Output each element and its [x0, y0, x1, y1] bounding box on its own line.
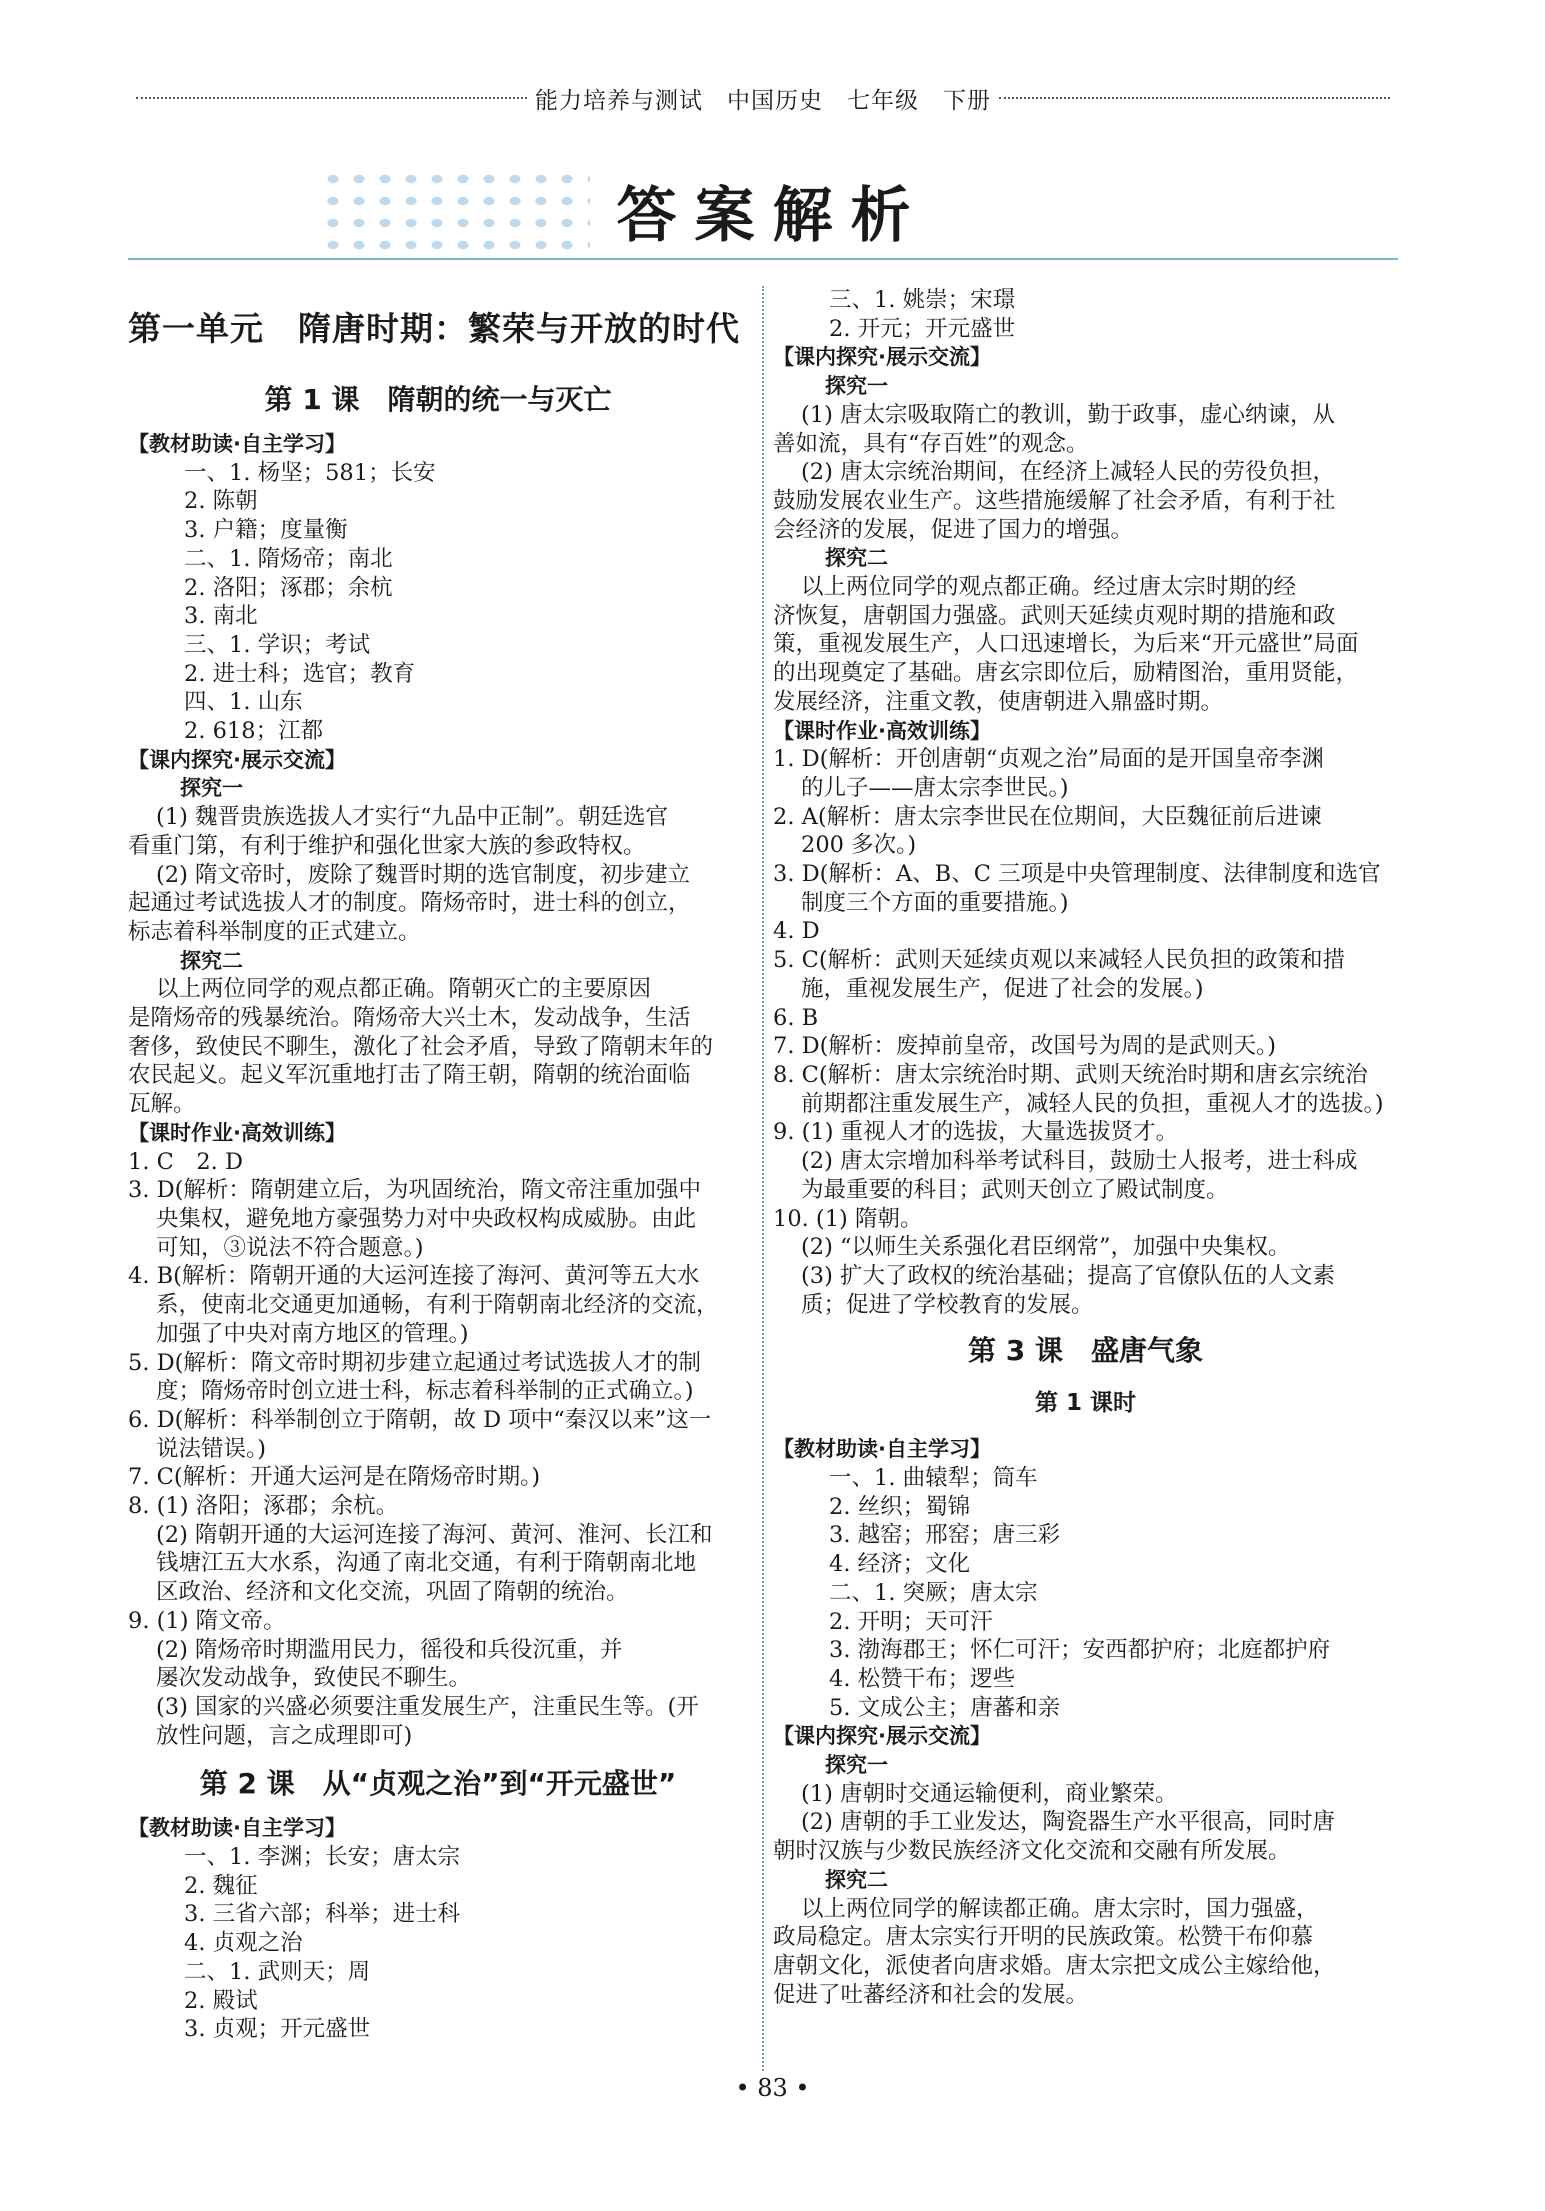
text-line: 3. 三省六部；科举；进士科 [184, 1901, 461, 1928]
text-line: (1) 唐太宗吸取隋亡的教训，勤于政事，虚心纳谏，从 [801, 401, 1336, 428]
text-line: 质；促进了学校教育的发展。 [801, 1291, 1094, 1318]
text-line: 1. D(解析：开创唐朝“贞观之治”局面的是开国皇帝李渊 [773, 746, 1324, 773]
text-line: 会经济的发展，促进了国力的增强。 [773, 516, 1134, 543]
text-line: 钱塘江五大水系，沟通了南北交通，有利于隋朝南北地 [156, 1550, 697, 1577]
text-line: 2. 殿试 [184, 1987, 258, 2014]
text-line: (2) 隋文帝时，废除了魏晋时期的选官制度，初步建立 [156, 861, 691, 888]
subsection-heading: 探究二 [825, 546, 888, 571]
text-line: 看重门第，有利于维护和强化世家大族的参政特权。 [128, 832, 646, 859]
text-line: 为最重要的科目；武则天创立了殿试制度。 [801, 1176, 1229, 1203]
text-line: 以上两位同学的解读都正确。唐太宗时，国力强盛， [801, 1895, 1319, 1922]
text-line: 瓦解。 [128, 1091, 196, 1118]
text-line: (2) “以师生关系强化君臣纲常”，加强中央集权。 [801, 1234, 1291, 1261]
text-line: 屡次发动战争，致使民不聊生。 [156, 1665, 472, 1692]
text-line: 农民起义。起义军沉重地打击了隋王朝，隋朝的统治面临 [128, 1062, 691, 1089]
text-line: 二、1. 武则天；周 [184, 1958, 371, 1985]
text-line: 二、1. 突厥；唐太宗 [829, 1579, 1038, 1606]
text-line: (1) 唐朝时交通运输便利，商业繁荣。 [801, 1780, 1178, 1807]
text-line: 施，重视发展生产，促进了社会的发展。) [801, 975, 1204, 1002]
text-line: 三、1. 姚崇；宋璟 [829, 287, 1016, 313]
text-line: 系，使南北交通更加通畅，有利于隋朝南北经济的交流， [156, 1292, 719, 1319]
section-heading: 【教材助读·自主学习】 [128, 1816, 346, 1841]
text-line: 度；隋炀帝时创立进士科，标志着科举制的正式确立。) [156, 1378, 694, 1405]
text-line: (2) 隋朝开通的大运河连接了海河、黄河、淮河、长江和 [156, 1521, 713, 1548]
text-line: 4. B(解析：隋朝开通的大运河连接了海河、黄河等五大水 [128, 1263, 700, 1290]
text-line: 1. C 2. D [128, 1148, 243, 1175]
text-line: 发展经济，注重文教，使唐朝进入鼎盛时期。 [773, 688, 1224, 715]
text-line: 9. (1) 隋文帝。 [128, 1607, 286, 1634]
text-line: 3. 贞观；开元盛世 [184, 2016, 371, 2043]
text-line: (2) 唐朝的手工业发达，陶瓷器生产水平很高，同时唐 [801, 1809, 1336, 1836]
text-line: 2. 618；江都 [184, 718, 324, 745]
text-line: 7. D(解析：废掉前皇帝，改国号为周的是武则天。) [773, 1033, 1276, 1060]
text-line: 区政治、经济和文化交流，巩固了隋朝的统治。 [156, 1579, 629, 1606]
text-line: 10. (1) 隋朝。 [773, 1205, 923, 1232]
lesson-3-period: 第 1 课时 [1034, 1390, 1137, 1417]
text-line: 8. (1) 洛阳；涿郡；余杭。 [128, 1493, 399, 1520]
lesson-2-content-continued [773, 286, 1398, 1319]
lesson-2-title: 第 2 课 从“贞观之治”到“开元盛世” [199, 1767, 677, 1801]
subsection-heading: 探究一 [825, 1753, 888, 1778]
right-column [773, 286, 1398, 2009]
text-line: 四、1. 山东 [184, 689, 303, 716]
text-line: 说法错误。) [156, 1435, 267, 1462]
subsection-heading: 探究一 [180, 776, 243, 801]
text-line: 6. D(解析：科举制创立于隋朝，故 D 项中“秦汉以来”这一 [128, 1406, 712, 1433]
text-line: (3) 扩大了政权的统治基础；提高了官僚队伍的人文素 [801, 1262, 1336, 1289]
header-dotted-rule-left [136, 97, 527, 99]
section-heading: 【课时作业·高效训练】 [773, 718, 991, 743]
main-title: 答案解析 [616, 181, 929, 251]
text-line: 2. 陈朝 [184, 488, 258, 515]
text-line: 5. C(解析：武则天延续贞观以来减轻人民负担的政策和措 [773, 947, 1346, 974]
section-heading: 【课内探究·展示交流】 [773, 1724, 991, 1749]
text-line: 朝时汉族与少数民族经济文化交流和交融有所发展。 [773, 1838, 1291, 1865]
text-line: 的出现奠定了基础。唐玄宗即位后，励精图治，重用贤能， [773, 660, 1359, 687]
text-line: 二、1. 隋炀帝；南北 [184, 545, 393, 572]
text-line: 8. C(解析：唐太宗统治时期、武则天统治时期和唐玄宗统治 [773, 1061, 1368, 1088]
text-line: 3. 渤海郡王；怀仁可汗；安西都护府；北庭都护府 [829, 1637, 1331, 1664]
text-line: 标志着科举制度的正式建立。 [128, 918, 421, 945]
text-line: 一、1. 曲辕犁；筒车 [829, 1465, 1038, 1492]
text-line: 政局稳定。唐太宗实行开明的民族政策。松赞干布仰慕 [773, 1924, 1314, 1951]
text-line: 3. 南北 [184, 603, 258, 630]
text-line: 4. 经济；文化 [829, 1551, 971, 1578]
header-title: 能力培养与测试 中国历史 七年级 下册 [535, 87, 991, 114]
text-line: (2) 唐太宗增加科举考试科目，鼓励士人报考，进士科成 [801, 1148, 1358, 1175]
lesson-1-title: 第 1 课 隋朝的统一与灭亡 [264, 383, 612, 416]
lesson-1-content [128, 430, 748, 1750]
text-line: 促进了吐蕃经济和社会的发展。 [773, 1981, 1089, 2008]
header-dotted-rule-right [999, 97, 1390, 99]
text-line: 可知，③说法不符合题意。) [156, 1234, 424, 1261]
subsection-heading: 探究二 [825, 1867, 888, 1892]
text-line: 的儿子——唐太宗李世民。) [801, 774, 1069, 801]
section-heading: 【课内探究·展示交流】 [128, 747, 346, 772]
section-heading: 【课时作业·高效训练】 [128, 1120, 346, 1145]
text-line: 一、1. 李渊；长安；唐太宗 [184, 1844, 461, 1871]
text-line: 加强了中央对南方地区的管理。) [156, 1320, 469, 1347]
subsection-heading: 探究一 [825, 374, 888, 399]
text-line: 奢侈，致使民不聊生，激化了社会矛盾，导致了隋朝末年的 [128, 1033, 714, 1060]
section-heading: 【教材助读·自主学习】 [773, 1437, 991, 1462]
lesson-2-content [128, 1814, 748, 2044]
text-line: 7. C(解析：开通大运河是在隋炀帝时期。) [128, 1464, 541, 1491]
text-line: (3) 国家的兴盛必须要注重发展生产，注重民生等。(开 [156, 1693, 699, 1720]
text-line: 4. D [773, 918, 820, 945]
text-line: 3. 越窑；邢窑；唐三彩 [829, 1522, 1061, 1549]
text-line: 4. 贞观之治 [184, 1930, 303, 1957]
text-line: 3. 户籍；度量衡 [184, 517, 348, 544]
text-line: 5. 文成公主；唐蕃和亲 [829, 1694, 1061, 1721]
text-line: 3. D(解析：A、B、C 三项是中央管理制度、法律制度和选官 [773, 861, 1381, 888]
text-line: (1) 魏晋贵族选拔人才实行“九品中正制”。朝廷选官 [156, 804, 669, 831]
text-line: 2. 丝织；蜀锦 [829, 1493, 971, 1520]
text-line: 央集权，避免地方豪强势力对中央政权构成威胁。由此 [156, 1205, 697, 1232]
section-heading: 【课内探究·展示交流】 [773, 345, 991, 370]
lesson-3-title: 第 3 课 盛唐气象 [968, 1334, 1203, 1368]
text-line: 放性问题，言之成理即可) [156, 1722, 413, 1749]
text-line: 3. D(解析：隋朝建立后，为巩固统治，隋文帝注重加强中 [128, 1177, 701, 1204]
text-line: 4. 松赞干布；逻些 [829, 1665, 1016, 1692]
text-line: 唐朝文化，派使者向唐求婚。唐太宗把文成公主嫁给他， [773, 1952, 1336, 1979]
text-line: 以上两位同学的观点都正确。隋朝灭亡的主要原因 [156, 976, 652, 1003]
text-line: 三、1. 学识；考试 [184, 631, 371, 658]
text-line: 200 多次。) [801, 832, 917, 859]
text-line: 2. 洛阳；涿郡；余杭 [184, 574, 393, 601]
running-header [128, 80, 1398, 116]
subsection-heading: 探究二 [180, 948, 243, 973]
text-line: 鼓励发展农业生产。这些措施缓解了社会矛盾，有利于社 [773, 487, 1336, 514]
page-number: • 83 • [735, 2074, 810, 2102]
text-line: 前期都注重发展生产，减轻人民的负担，重视人才的选拔。) [801, 1090, 1384, 1117]
section-heading: 【教材助读·自主学习】 [128, 432, 346, 456]
text-line: 起通过考试选拔人才的制度。隋炀帝时，进士科的创立， [128, 890, 691, 917]
lesson-3-content [773, 1435, 1398, 2009]
unit-title: 第一单元 隋唐时期：繁荣与开放的时代 [128, 309, 740, 348]
text-line: 2. 开明；天可汗 [829, 1608, 993, 1635]
column-divider [762, 286, 764, 2071]
text-line: 善如流，具有“存百姓”的观念。 [773, 430, 1089, 457]
text-line: (2) 隋炀帝时期滥用民力，徭役和兵役沉重，并 [156, 1636, 623, 1663]
text-line: 5. D(解析：隋文帝时期初步建立起通过考试选拔人才的制 [128, 1349, 701, 1376]
text-line: 2. A(解析：唐太宗李世民在位期间，大臣魏征前后进谏 [773, 803, 1322, 830]
text-line: 以上两位同学的观点都正确。经过唐太宗时期的经 [801, 574, 1297, 601]
text-line: 济恢复，唐朝国力强盛。武则天延续贞观时期的措施和政 [773, 602, 1336, 629]
text-line: 2. 开元；开元盛世 [829, 315, 1016, 342]
text-line: 制度三个方面的重要措施。) [801, 889, 1069, 916]
text-line: 策，重视发展生产，人口迅速增长，为后来“开元盛世”局面 [773, 631, 1359, 658]
title-underline-rule [128, 258, 1398, 260]
text-line: 2. 进士科；选官；教育 [184, 660, 416, 687]
text-line: 是隋炀帝的残暴统治。隋炀帝大兴土木，发动战争，生活 [128, 1005, 691, 1032]
text-line: 2. 魏征 [184, 1872, 258, 1899]
text-line: 一、1. 杨坚；581；长安 [184, 459, 436, 486]
left-column [128, 286, 748, 2044]
text-line: (2) 唐太宗统治期间，在经济上减轻人民的劳役负担， [801, 459, 1336, 486]
text-line: 9. (1) 重视人才的选拔，大量选拔贤才。 [773, 1119, 1179, 1146]
text-line: 6. B [773, 1004, 819, 1031]
